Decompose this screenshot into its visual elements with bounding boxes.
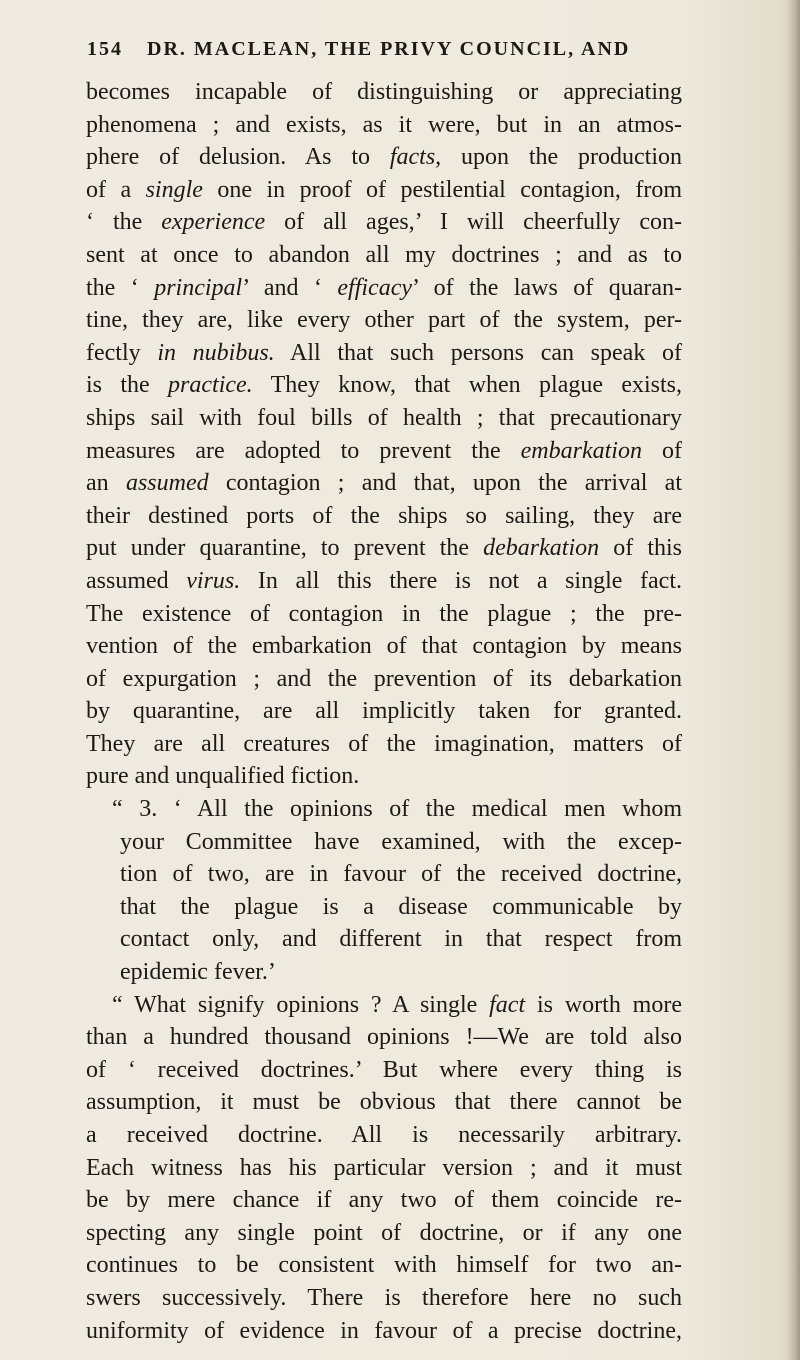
italic-text: principal [154,274,243,301]
text-line [86,565,682,598]
text-line [86,532,682,565]
text-run: fectly [86,339,158,366]
text-run: that the plague is a disease communicable by [120,893,682,920]
italic-text: assumed [125,470,209,497]
italic-text: facts, [389,144,442,171]
text-line [86,435,682,468]
text-line [86,989,682,1022]
text-run: continues to be consistent with himself for two an- [86,1252,682,1279]
text-line [86,1315,682,1348]
text-run: They are all creatures of the imagination, matters of [86,730,682,757]
text-line [86,467,682,500]
text-line [86,956,682,989]
text-run: “ What signify opinions ? A single [112,991,490,1018]
text-line [86,402,682,435]
italic-text: single [145,176,203,203]
text-run: the ‘ [86,274,155,301]
text-run: by quarantine, are all implicitly taken for granted. [86,698,682,725]
text-line [86,630,682,663]
text-run: sent at once to abandon all my doctrines ; and as to [86,241,682,268]
text-run: measures are adopted to prevent the [86,437,521,464]
text-run: be by mere chance if any two of them coincide re- [86,1187,682,1214]
text-run: tion of two, are in favour of the received doctrine, [120,861,682,888]
text-line [86,109,682,142]
text-line [86,1184,682,1217]
text-run: ’ of the laws of quaran- [412,274,683,301]
italic-text: virus. [186,567,241,594]
text-run: contact only, and different in that respect from [120,926,682,953]
text-line [86,923,682,956]
text-run: a received doctrine. All is necessarily arbitrary. [86,1122,682,1148]
text-line [86,1152,682,1185]
text-run: ‘ the [86,209,162,236]
text-run: pure and unqualified fiction. [86,763,360,790]
text-line [86,891,682,924]
text-line [86,500,682,533]
text-run: ships sail with foul bills of health ; that precautionary [86,404,682,431]
text-run: your Committee have examined, with the excep- [120,828,682,855]
text-run: epidemic fever.’ [120,959,276,986]
text-run: swers successively. There is therefore here no such [86,1284,682,1311]
text-run: assumption, it must be obvious that there cannot be [86,1089,682,1116]
text-run: phere of delusion. As to [86,144,390,171]
text-line [86,239,682,272]
text-run: assumed [86,567,187,594]
text-line [86,1054,682,1087]
italic-text: experience [161,209,266,236]
text-line [86,1249,682,1282]
text-run: is the [86,372,169,399]
italic-text: embarkation [520,437,642,464]
text-run: put under quarantine, to prevent the [86,535,484,562]
text-run: uniformity of evidence in favour of a precise doctrine, [86,1317,682,1344]
text-run: one in proof of pestilential contagion, from [202,176,682,203]
text-line [86,206,682,239]
text-run: of expurgation ; and the prevention of its debarkation [86,665,682,692]
page-number: 154 [87,38,123,60]
text-run: tine, they are, like every other part of the system, per- [86,307,682,334]
text-run: of ‘ received doctrines.’ But where every thing is [86,1056,682,1083]
text-run: of all ages,’ I will cheerfully con- [265,209,683,236]
text-line [86,1021,682,1054]
text-run: of a [86,176,146,203]
italic-text: debarkation [483,535,600,562]
text-line [86,304,682,337]
text-line [86,728,682,761]
text-run: All that such persons can speak of [274,339,682,366]
text-line [86,1217,682,1250]
text-run: upon the production [441,144,682,171]
page-edge-shadow [786,0,800,1360]
text-run: In all this there is not a single fact. [240,567,682,594]
text-line [86,793,682,826]
italic-text: in nubibus. [157,339,275,366]
running-header [87,38,679,66]
text-run: becomes incapable of distinguishing or appreciating [86,79,682,105]
text-line [86,826,682,859]
text-run: of [641,437,682,464]
text-line [86,141,682,174]
text-run: is worth more [525,991,682,1018]
text-run: an [86,470,126,497]
text-line [86,663,682,696]
text-run: vention of the embarkation of that contagion by means [86,633,682,660]
body-text [86,76,682,1347]
text-run: than a hundred thousand opinions !—We are told also [86,1024,682,1051]
running-title: DR. MACLEAN, THE PRIVY COUNCIL, AND [147,38,631,60]
text-line [86,369,682,402]
text-run: their destined ports of the ships so sailing, they are [86,502,682,529]
text-line [86,272,682,305]
text-line [86,1282,682,1315]
text-line [86,174,682,207]
text-run: of this [599,535,682,562]
text-line [86,858,682,891]
text-line [86,1086,682,1119]
italic-text: practice. [168,372,253,399]
text-line [86,695,682,728]
text-run: ’ and ‘ [242,274,338,301]
italic-text: efficacy [337,274,413,301]
text-line [86,598,682,631]
text-run: The existence of contagion in the plague ; the pre- [86,600,682,627]
text-line [86,337,682,370]
text-run: specting any single point of doctrine, or if any one [86,1219,682,1246]
italic-text: fact [489,991,526,1018]
text-line [86,76,682,109]
text-line [86,760,682,793]
text-run: contagion ; and that, upon the arrival at [208,470,683,497]
text-line [86,1119,682,1152]
text-run: phenomena ; and exists, as it were, but in an atmos- [86,111,682,138]
text-run: They know, that when plague exists, [252,372,683,399]
text-run: Each witness has his particular version ; and it must [86,1154,682,1181]
text-run: “ 3. ‘ All the opinions of the medical men whom [112,796,682,823]
